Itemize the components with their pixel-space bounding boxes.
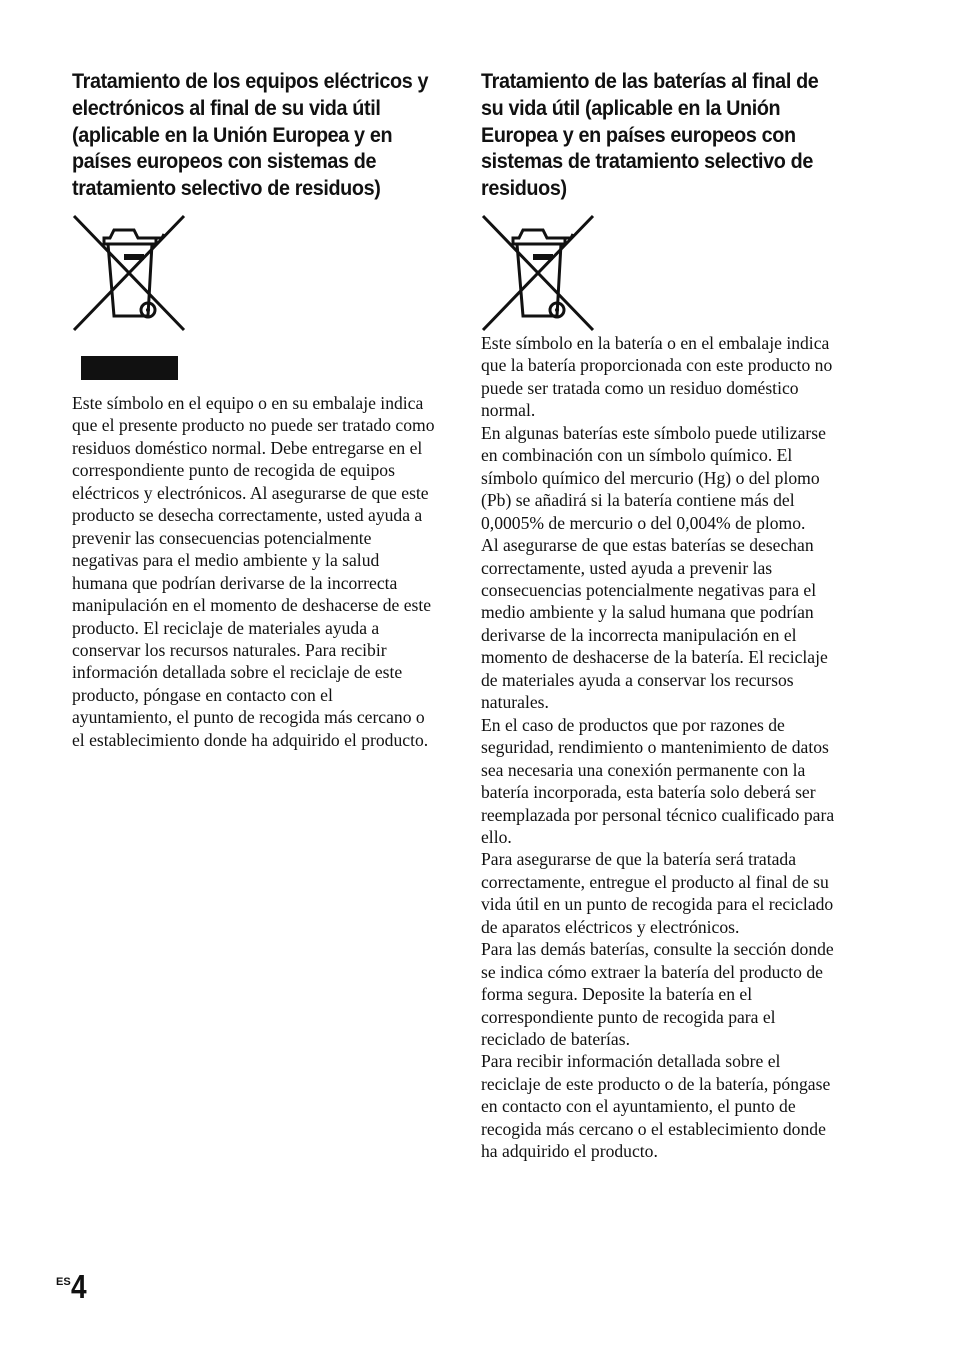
battery-heading: Tratamiento de las baterías al final de su vida útil (aplicable en la Unión Europea y en países europeos con sistemas de tratamiento selectivo de residuos)	[481, 69, 819, 201]
battery-paragraph: Para asegurarse de que la batería será tratada correctamente, entregue el producto al final de su vida útil en un punto de recogida para el reciclado de aparatos eléctricos y electrónicos.	[481, 849, 834, 937]
battery-paragraph: En algunas baterías este símbolo puede utilizarse en combinación con un símbolo químico. El símbolo químico del mercurio (Hg) o del plomo (Pb) se añadirá si la batería contiene más del 0,0005% de mercurio o del 0,004% de plomo.	[481, 422, 826, 533]
battery-paragraph: Para las demás baterías, consulte la sección donde se indica cómo extraer la batería del producto de forma segura. Deposite la batería en el correspondiente punto de recogida para el reciclado de baterías.	[481, 939, 834, 1050]
battery-paragraph: Para recibir información detallada sobre el reciclaje de este producto o de la batería, póngase en contacto con el ayuntamiento, el punto de recogida más cercano o el establecimiento donde ha adquirido el producto.	[481, 1051, 831, 1162]
crossed-out-wheelie-bin-icon	[72, 214, 188, 332]
weee-body-text: Este símbolo en el equipo o en su embalaje indica que el presente producto no puede ser tratado como residuos doméstico normal. Debe entregarse en el correspondiente punto de recogida de equipos eléctricos y electrónicos. Al asegurarse de que este producto se desecha correctamente, usted ayuda a prevenir las consecuencias potencialmente negativas para el medio ambiente y la salud humana que podrían derivarse de la incorrecta manipulación en el momento de deshacerse de este producto. El reciclaje de materiales ayuda a conservar los recursos naturales. Para recibir información detallada sobre el reciclaje de este producto, póngase en contacto con el ayuntamiento, el punto de recogida más cercano o el establecimiento donde ha adquirido el producto.	[72, 392, 435, 750]
battery-paragraph: Este símbolo en la batería o en el embalaje indica que la batería proporcionada con este producto no puede ser tratada como un residuo doméstico normal.	[481, 332, 833, 421]
language-code: ES	[56, 1276, 71, 1288]
battery-paragraph: En el caso de productos que por razones de seguridad, rendimiento o mantenimiento de datos sea necesaria una conexión permanente con la batería incorporada, esta batería solo deberá ser reemplazada por personal técnico cualificado para ello.	[481, 714, 835, 847]
weee-heading: Tratamiento de los equipos eléctricos y electrónicos al final de su vida útil (aplicable en la Unión Europea y en países europeos con sistemas de tratamiento selectivo de residuos)	[72, 69, 429, 201]
left-column	[72, 68, 436, 751]
right-column	[481, 68, 843, 1163]
page-number	[56, 1270, 89, 1303]
battery-body	[481, 332, 843, 1163]
crossed-out-wheelie-bin-icon	[481, 214, 597, 332]
black-bar-marker	[81, 356, 178, 380]
page-number-value: 4	[70, 1268, 87, 1305]
battery-paragraph: Al asegurarse de que estas baterías se desechan correctamente, usted ayuda a prevenir las consecuencias potencialmente negativas para el medio ambiente y la salud humana que podrían derivarse de la incorrecta manipulación en el momento de deshacerse de la batería. El reciclaje de materiales ayuda a conservar los recursos naturales.	[481, 535, 828, 713]
